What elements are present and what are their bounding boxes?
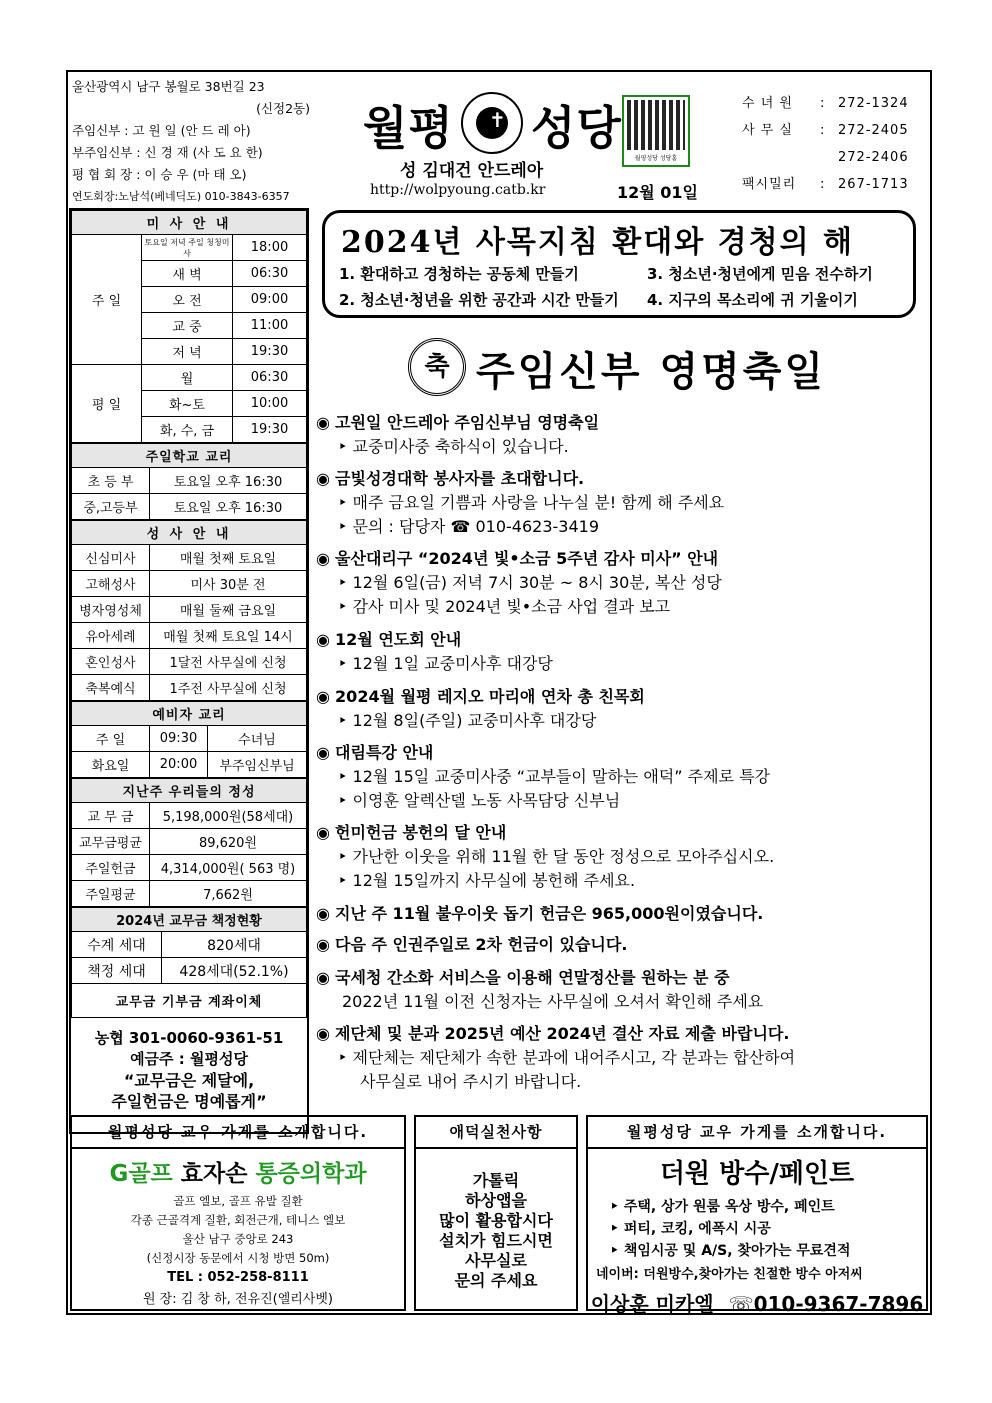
store-ad-paint [586, 1115, 928, 1316]
store-detail: 골프 엘보, 골프 유발 질환 [173, 1194, 303, 1208]
store-name-part: G골프 [109, 1161, 173, 1187]
catechumen-day: 화요일 [72, 752, 150, 778]
mass-name: 화, 수, 금 [142, 417, 233, 443]
guideline-item: 1. 환대하고 경청하는 공동체 만들기 [339, 265, 579, 283]
sacrament-time: 1주전 사무실에 신청 [150, 675, 307, 701]
qr-code-icon[interactable] [622, 95, 690, 167]
pastor-line: 주임신부 : 고 원 일 (안 드 레 아) [72, 123, 251, 138]
sacrament-name: 병자영성체 [72, 597, 150, 623]
youth-line: 연도회장:노남석(베네딕도) 010-3843-6357 [72, 190, 290, 203]
announcement-heading: ◉ 12월 연도회 안내 [316, 627, 461, 650]
store-details [72, 1192, 404, 1309]
bank-holder: 예금주 : 월평성당 [130, 1050, 248, 1068]
guideline-item: 4. 지구의 목소리에 귀 기울이기 [647, 291, 858, 309]
store-director: 원 장: 김 창 하, 전유진(엘리사벳) [142, 1292, 333, 1307]
announcement-detail: ‣ 문의 : 담당자 ☎ 010-4623-3419 [316, 514, 599, 537]
sacrament-time: 매월 첫째 토요일 [150, 545, 307, 571]
offering-name: 주일헌금 [72, 855, 150, 881]
announcement-heading: ◉ 다음 주 인권주일로 2차 헌금이 있습니다. [316, 932, 627, 955]
sacrament-table [71, 520, 307, 701]
sacrament-name: 신심미사 [72, 545, 150, 571]
announcement-detail: ‣ 매주 금요일 기쁨과 사랑을 나누실 분! 함께 해 주세요 [316, 490, 724, 513]
store-phone: TEL : 052-258-8111 [167, 1270, 309, 1285]
pastoral-guideline-box [322, 210, 916, 318]
offering-title: 지난주 우리들의 정성 [72, 779, 307, 803]
guideline-item: 3. 청소년·청년에게 믿음 전수하기 [647, 265, 873, 283]
announcement-detail: ‣ 12월 6일(금) 저녁 7시 30분 ~ 8시 30분, 복산 성당 [316, 570, 722, 593]
charity-line: 하상앱을 [465, 1191, 527, 1210]
store-name: 더원 방수/페인트 [659, 1159, 855, 1189]
announcement-heading: ◉ 지난 주 11월 불우이웃 돕기 헌금은 965,000원이였습니다. [316, 901, 763, 924]
charity-box [414, 1115, 578, 1311]
parish-info [72, 76, 322, 208]
charity-line: 설치가 힘드시면 [439, 1231, 553, 1250]
mass-name: 저 녁 [142, 339, 233, 365]
contact-row: 수 녀 원 : 272-1324 [742, 96, 909, 111]
store-detail: ‣ 주택, 상가 원룸 옥상 방수, 페인트 [610, 1199, 835, 1215]
announcement-heading: ◉ 헌미헌금 봉헌의 달 안내 [316, 820, 506, 843]
offering-value: 4,314,000원( 563 명) [150, 855, 307, 881]
contact-row: 팩시밀리 : 267-1713 [742, 177, 909, 192]
store-detail: 각종 근골격계 질환, 회전근개, 테니스 엘보 [130, 1213, 346, 1227]
announcement-detail: ‣ 이영훈 알렉산델 노동 사목담당 신부님 [316, 788, 620, 811]
sacrament-time: 미사 30분 전 [150, 571, 307, 597]
website-link[interactable]: http://wolpyoung.catb.kr [370, 182, 546, 198]
owner-phone: ☏010-9367-7896 [728, 1292, 924, 1316]
offering-name: 교 무 금 [72, 803, 150, 829]
weekday-label: 평 일 [72, 365, 142, 443]
transfer-title: 교무금 기부금 계좌이체 [72, 984, 307, 1018]
school-time: 토요일 오후 16:30 [150, 468, 307, 494]
mass-table [71, 210, 307, 443]
store-detail: (신정시장 동문에서 시청 방면 50m) [146, 1251, 330, 1265]
store-ad-golf [70, 1115, 406, 1311]
bank-account: 농협 301-0060-9361-51 [94, 1029, 284, 1047]
sacrament-time: 매월 첫째 토요일 14시 [150, 623, 307, 649]
mass-time: 09:00 [233, 287, 307, 313]
contact-row: 272-2406 [838, 150, 909, 165]
sidebar [69, 208, 309, 1134]
charity-heading: 애덕실천사항 [416, 1117, 576, 1149]
announcement-heading: ◉ 제단체 및 분과 2025년 예산 2024년 결산 자료 제출 바랍니다. [316, 1021, 789, 1044]
sacrament-title: 성 사 안 내 [72, 521, 307, 545]
offering-value: 7,662원 [150, 881, 307, 907]
sunday-label: 주 일 [72, 235, 142, 365]
address-line: 울산광역시 남구 봉월로 38번길 23 [72, 79, 265, 94]
mass-name: 화~토 [142, 391, 233, 417]
announcement-heading: ◉ 금빛성경대학 봉사자를 초대합니다. [316, 466, 584, 489]
announcement-detail: ‣ 교중미사중 축하식이 있습니다. [316, 434, 569, 457]
store-owner [588, 1288, 926, 1317]
catechumen-title: 예비자 교리 [72, 702, 307, 726]
announcement-heading: ◉ 2024월 월평 레지오 마리애 연차 총 친목회 [316, 684, 645, 707]
offering-value: 5,198,000원(58세대) [150, 803, 307, 829]
store-detail: 울산 남구 중앙로 243 [182, 1232, 294, 1246]
school-title: 주일학교 교리 [72, 444, 307, 468]
council-line: 평 협 회 장 : 이 승 우 (마 태 오) [72, 167, 247, 182]
announcement-detail: ‣ 12월 1일 교중미사후 대강당 [316, 651, 553, 674]
assistant-pastor-line: 부주임신부 : 신 경 재 (사 도 요 한) [72, 145, 263, 160]
catechumen-time: 09:30 [150, 726, 208, 752]
mass-name: 오 전 [142, 287, 233, 313]
school-name: 중,고등부 [72, 494, 150, 520]
mass-time: 18:00 [233, 235, 307, 261]
store-name-part: 통증의학과 [255, 1161, 367, 1187]
announcement-detail: ‣ 가난한 이웃을 위해 11월 한 달 동안 정성으로 모아주십시오. [316, 844, 774, 867]
dues-name: 수계 세대 [72, 932, 162, 958]
store-ad-heading: 월평성당 교우 가게를 소개합니다. [588, 1117, 926, 1149]
offering-name: 교무금평균 [72, 829, 150, 855]
catechumen-time: 20:00 [150, 752, 208, 778]
feast-title: 주임신부 영명축일 [476, 349, 827, 395]
store-detail: ‣ 퍼티, 코킹, 에폭시 시공 [610, 1221, 771, 1237]
title-right: 성당 [531, 101, 622, 155]
mass-name: 월 [142, 365, 233, 391]
announcement-heading: ◉ 국세청 간소화 서비스을 이용해 연말정산를 원하는 분 중 [316, 965, 730, 988]
sacrament-name: 혼인성사 [72, 649, 150, 675]
store-ad-heading: 월평성당 교우 가게를 소개합니다. [72, 1117, 404, 1149]
store-name [72, 1155, 404, 1188]
dues-name: 책정 세대 [72, 958, 162, 984]
mass-name: 교 중 [142, 313, 233, 339]
guideline-title: 2024년 사목지침 환대와 경청의 해 [341, 225, 855, 260]
contact-row: 사 무 실 : 272-2405 [742, 123, 909, 138]
dues-quote-2: 주일헌금은 명예롭게” [111, 1092, 267, 1111]
announcement-detail: ‣ 제단체는 제단체가 속한 분과에 내어주시고, 각 분과는 합산하여 [316, 1045, 795, 1068]
owner-name: 이상훈 미카엘 [590, 1292, 714, 1316]
mass-time: 06:30 [233, 365, 307, 391]
charity-line: 사무실로 [465, 1251, 527, 1270]
qr-caption: 월평성당 성당홈 [634, 155, 678, 162]
catechumen-day: 주 일 [72, 726, 150, 752]
offering-name: 주일평균 [72, 881, 150, 907]
sacrament-name: 유아세례 [72, 623, 150, 649]
announcement-heading: ◉ 대림특강 안내 [316, 740, 433, 763]
sacrament-time: 1달전 사무실에 신청 [150, 649, 307, 675]
dues-table [71, 907, 307, 1018]
announcement-detail: ‣ 12월 8일(주일) 교중미사후 대강당 [316, 708, 596, 731]
charity-text [416, 1171, 576, 1291]
offering-table [71, 778, 307, 907]
sacrament-time: 매월 둘째 금요일 [150, 597, 307, 623]
announcement-detail: ‣ 12월 15일 교중미사중 “교부들이 말하는 애덕” 주제로 특강 [316, 764, 770, 787]
announcement-continuation: 2022년 11월 이전 신청자는 사무실에 오셔서 확인해 주세요 [342, 992, 764, 1011]
mass-time: 10:00 [233, 391, 307, 417]
mass-time: 19:30 [233, 339, 307, 365]
school-name: 초 등 부 [72, 468, 150, 494]
celebration-badge-icon: 축 [408, 338, 466, 396]
catechumen-table [71, 701, 307, 778]
bulletin-date: 12월 01일 [617, 183, 699, 202]
address-line-2: (신정2동) [256, 101, 310, 116]
announcement-continuation: 사무실로 내어 주시기 바랍니다. [360, 1072, 582, 1091]
mass-name: 새 벽 [142, 261, 233, 287]
mass-title: 미 사 안 내 [72, 211, 307, 235]
dues-quote-1: “교무금은 제달에, [123, 1071, 255, 1090]
contact-list [742, 90, 922, 198]
sacrament-name: 고해성사 [72, 571, 150, 597]
charity-line: 문의 주세요 [454, 1271, 538, 1290]
charity-line: 많이 활용합시다 [439, 1211, 553, 1230]
dues-title: 2024년 교무금 책정현황 [72, 908, 307, 932]
patron-saint: 성 김대건 안드레아 [400, 161, 544, 181]
dues-value: 820세대 [162, 932, 307, 958]
catechumen-teacher: 부주임신부님 [208, 752, 307, 778]
mass-time: 11:00 [233, 313, 307, 339]
title-left: 월평 [363, 101, 454, 155]
offering-value: 89,620원 [150, 829, 307, 855]
school-table [71, 443, 307, 520]
guideline-item: 2. 청소년·청년을 위한 공간과 시간 만들기 [339, 291, 619, 309]
store-details [588, 1196, 926, 1262]
store-detail: ‣ 책임시공 및 A/S, 찾아가는 무료견적 [610, 1243, 851, 1259]
announcement-detail: ‣ 감사 미사 및 2024년 빛•소금 사업 결과 보고 [316, 594, 670, 617]
catechumen-teacher: 수녀님 [208, 726, 307, 752]
mass-time: 06:30 [233, 261, 307, 287]
church-title [355, 92, 625, 162]
store-name-part: 효자손 [180, 1161, 248, 1187]
sacrament-name: 축복예식 [72, 675, 150, 701]
announcement-heading: ◉ 울산대리구 “2024년 빛•소금 5주년 감사 미사” 안내 [316, 546, 718, 569]
store-naver: 네이버: 더원방수,찾아가는 친절한 방수 아저씨 [596, 1267, 863, 1282]
mass-time: 19:30 [233, 417, 307, 443]
announcement-heading: ◉ 고원일 안드레아 주임신부님 영명축일 [316, 410, 599, 433]
church-emblem-icon: ✝ [461, 92, 523, 154]
charity-line: 가톨릭 [472, 1171, 520, 1190]
mass-name: 토요일 저녁 주일 청청미사 [142, 235, 233, 261]
announcement-detail: ‣ 12월 15일까지 사무실에 봉헌해 주세요. [316, 868, 635, 891]
dues-value: 428세대(52.1%) [162, 958, 307, 984]
school-time: 토요일 오후 16:30 [150, 494, 307, 520]
